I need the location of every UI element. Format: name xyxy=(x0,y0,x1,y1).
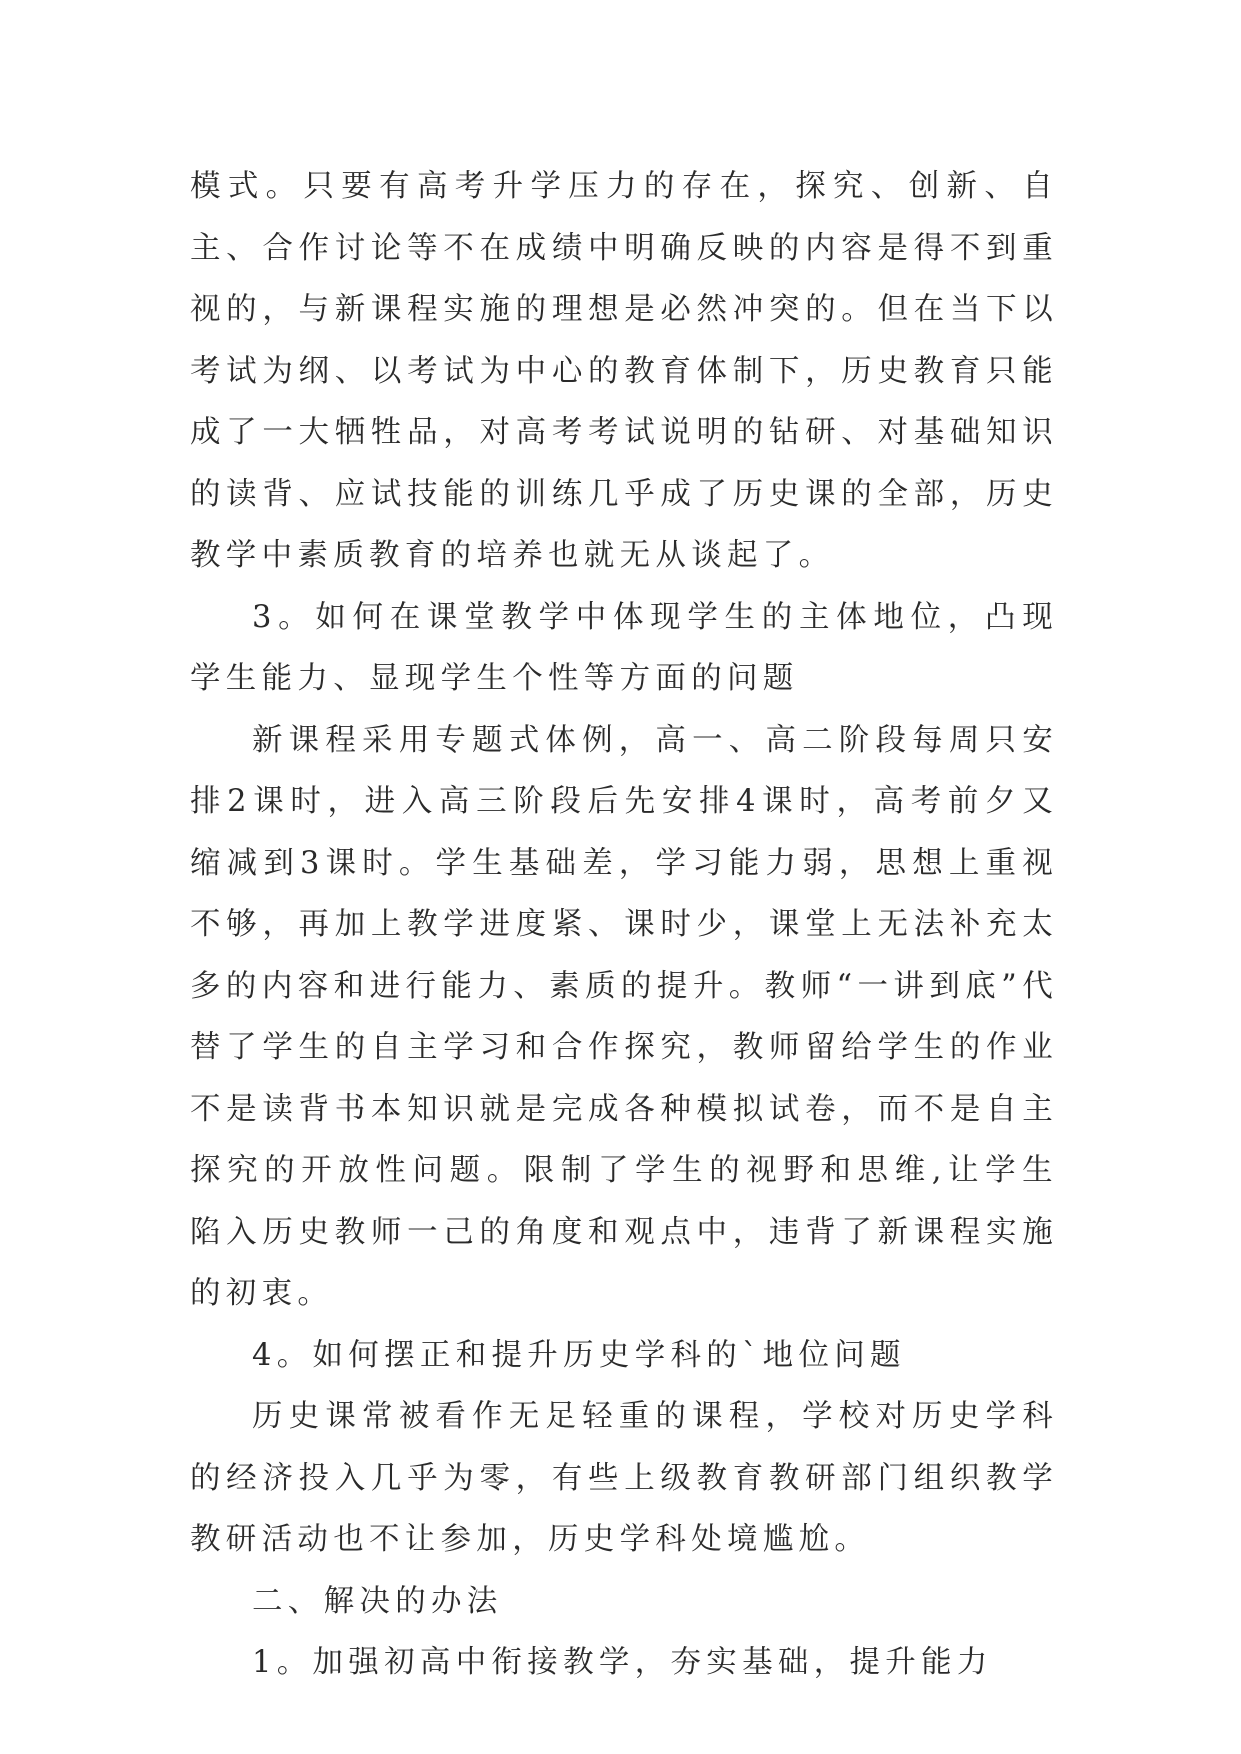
section-heading-4: 4。如何摆正和提升历史学科的`地位问题 xyxy=(252,1337,906,1373)
paragraph-continuation: 模式。只要有高考升学压力的存在，探究、创新、自主、合作讨论等不在成绩中明确反映的内容是得不到重视的，与新课程实施的理想是必然冲突的。但在当下以考试为纲、以考试为中心的教育体制下，历史教育只能成了一大牺牲品，对高考考试说明的钻研、对基础知识的读背、应试技能的训练几乎成了历史课的全部，历史教学中素质教育的培养也就无从谈起了。 xyxy=(190,169,1058,573)
paragraph-4-body: 历史课常被看作无足轻重的课程，学校对历史学科的经济投入几乎为零，有些上级教育教研部门组织教学教研活动也不让参加，历史学科处境尴尬。 xyxy=(190,1399,1058,1557)
paragraph-3-body: 新课程采用专题式体例，高一、高二阶段每周只安排2课时，进入高三阶段后先安排4课时，高考前夕又缩减到3课时。学生基础差，学习能力弱，思想上重视不够，再加上教学进度紧、课时少，课堂上无法补充太多的内容和进行能力、素质的提升。教师“一讲到底”代替了学生的自主学习和合作探究，教师留给学生的作业不是读背书本知识就是完成各种模拟试卷，而不是自主探究的开放性问题。限制了学生的视野和思维,让学生陷入历史教师一己的角度和观点中，违背了新课程实施的初衷。 xyxy=(190,722,1058,1311)
document-page xyxy=(190,156,1058,1694)
section-heading-solutions: 二、解决的办法 xyxy=(252,1583,503,1619)
subsection-heading-1: 1。加强初高中衔接教学，夯实基础，提升能力 xyxy=(252,1645,993,1680)
section-heading-3: 3。如何在课堂教学中体现学生的主体地位，凸现学生能力、显现学生个性等方面的问题 xyxy=(190,599,1058,696)
